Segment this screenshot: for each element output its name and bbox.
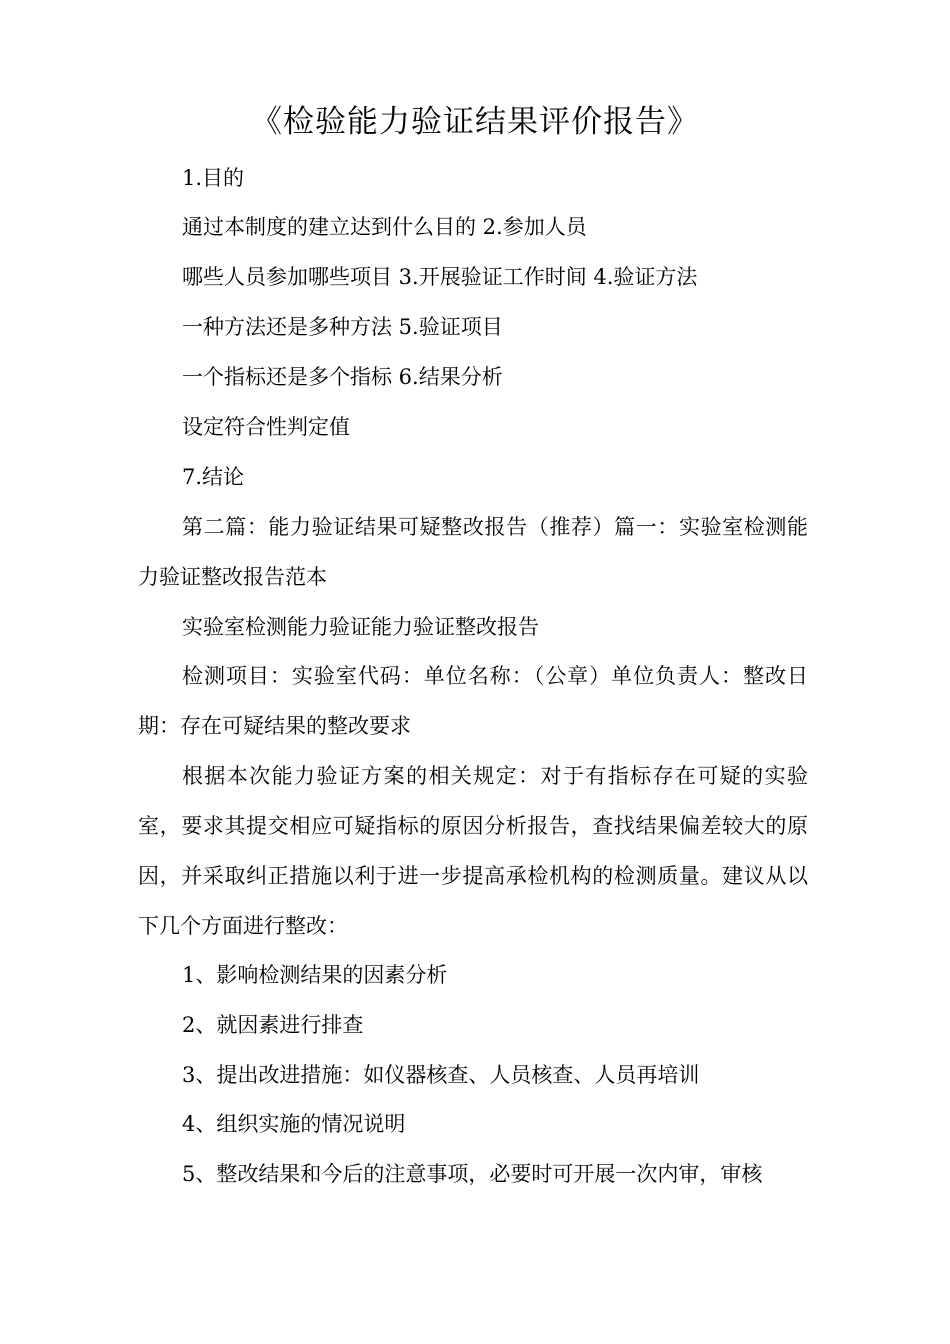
paragraph-part-two-heading: 第二篇：能力验证结果可疑整改报告（推荐）篇一：实验室检测能力验证整改报告范本 xyxy=(138,515,808,589)
list-item-5: 5、整改结果和今后的注意事项，必要时可开展一次内审，审核 xyxy=(182,1162,763,1186)
paragraph-participants: 通过本制度的建立达到什么目的 2.参加人员 xyxy=(182,215,587,239)
document-title: 《检验能力验证结果评价报告》 xyxy=(251,104,699,140)
paragraph-requirements: 根据本次能力验证方案的相关规定：对于有指标存在可疑的实验室，要求其提交相应可疑指标的原因分析报告，查找结果偏差较大的原因，并采取纠正措施以利于进一步提高承检机构的检测质量。建议从以下几个方面进行整改： xyxy=(138,764,808,938)
paragraph-conclusion: 7.结论 xyxy=(182,465,245,489)
list-item-2: 2、就因素进行排查 xyxy=(182,1013,364,1037)
paragraph-items: 一种方法还是多种方法 5.验证项目 xyxy=(182,315,503,339)
paragraph-report-title: 实验室检测能力验证能力验证整改报告 xyxy=(182,615,539,639)
paragraph-analysis: 一个指标还是多个指标 6.结果分析 xyxy=(182,365,503,389)
list-item-3: 3、提出改进措施：如仪器核查、人员核查、人员再培训 xyxy=(182,1063,700,1087)
list-item-4: 4、组织实施的情况说明 xyxy=(182,1112,406,1136)
paragraph-method: 哪些人员参加哪些项目 3.开展验证工作时间 4.验证方法 xyxy=(182,265,698,289)
paragraph-purpose: 1.目的 xyxy=(182,166,245,190)
paragraph-report-fields: 检测项目：实验室代码：单位名称：（公章）单位负责人：整改日期：存在可疑结果的整改要求 xyxy=(138,664,808,738)
list-item-1: 1、影响检测结果的因素分析 xyxy=(182,963,448,987)
paragraph-criteria: 设定符合性判定值 xyxy=(182,415,350,439)
